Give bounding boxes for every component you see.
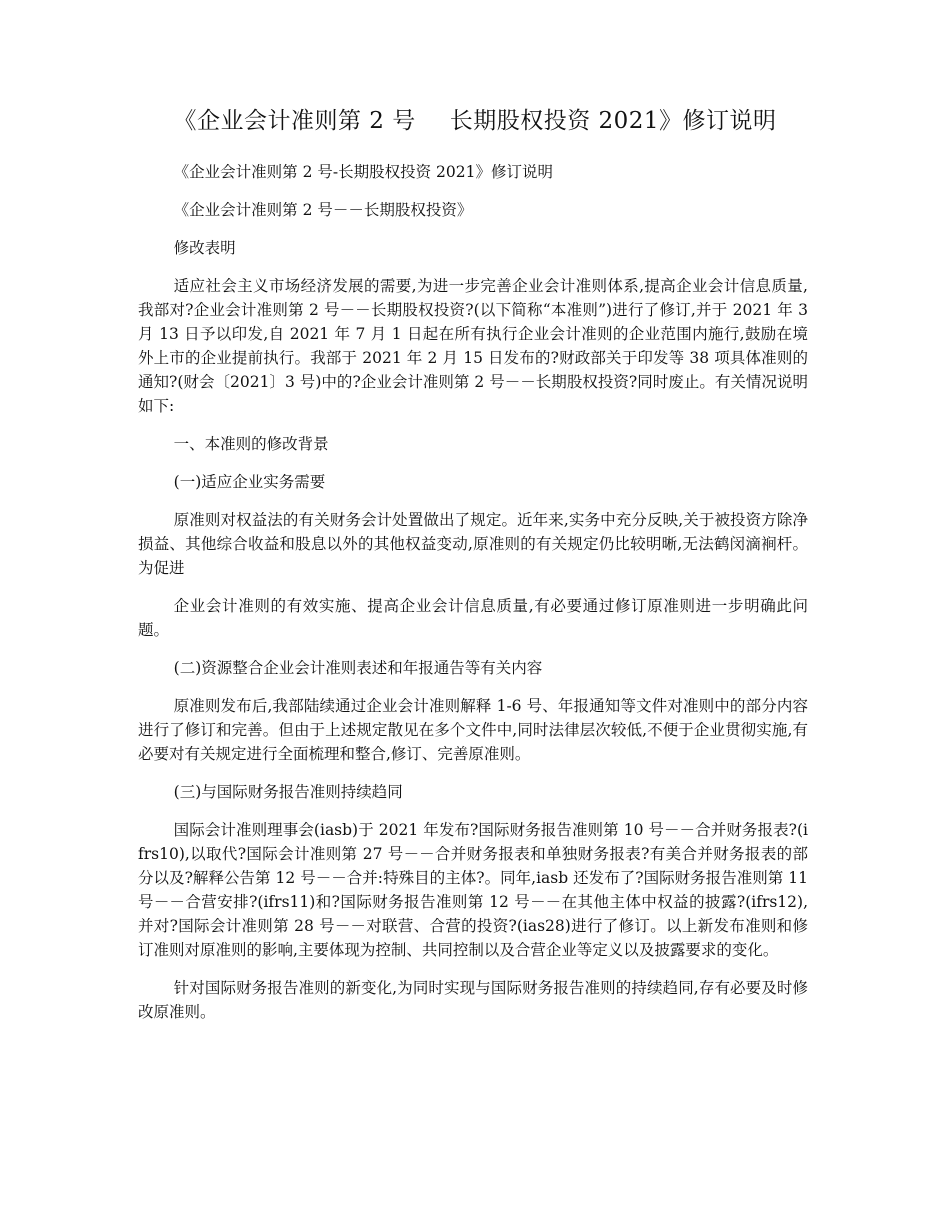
body-paragraph: 国际会计准则理事会(iasb)于 2021 年发布?国际财务报告准则第 10 号－－合并财务报表?(ifrs10),以取代?国际会计准则第 27 号－－合并财务报表和单独财务报表?有美合并财务报表的部分以及?解释公告第 12 号－－合并:特殊目的主体?。同年,iasb 还发布了?国际财务报告准则第 11 号－－合营安排?(ifrs11)和?国际财务报告准则第 12 号－－在其他主体中权益的披露?(ifrs12),并对?国际会计准则第 28 号－－对联营、合营的投资?(ias28)进行了修订。以上新发布准则和修订准则对原准则的影响,主要体现为控制、共同控制以及合营企业等定义以及披露要求的变化。 — [138, 821, 808, 959]
body-paragraph: 原准则发布后,我部陆续通过企业会计准则解释 1-6 号、年报通知等文件对准则中的部分内容进行了修订和完善。但由于上述规定散见在多个文件中,同时法律层次较低,不便于企业贯彻实施,有必要对有关规定进行全面梳理和整合,修订、完善原准则。 — [138, 697, 808, 763]
body-paragraph: 企业会计准则的有效实施、提高企业会计信息质量,有必要通过修订原准则进一步明确此问题。 — [138, 597, 808, 639]
subtitle-line: 《企业会计准则第 2 号-长期股权投资 2021》修订说明 — [173, 163, 553, 181]
subsection-heading: (一)适应企业实务需要 — [173, 473, 326, 491]
body-paragraph: 原准则对权益法的有关财务会计处置做出了规定。近年来,实务中充分反映,关于被投资方除净损益、其他综合收益和股息以外的其他权益变动,原准则的有关规定仍比较明晰,无法鹤闵滴裥杆。为促进 — [138, 511, 808, 577]
document-title — [0, 104, 950, 138]
document-body — [138, 160, 808, 1038]
section-heading: 修改表明 — [173, 239, 236, 257]
standard-name-line: 《企业会计准则第 2 号－－长期股权投资》 — [173, 201, 473, 219]
title-part-1: 《企业会计准则第 2 号 — [173, 108, 416, 134]
body-paragraph: 适应社会主义市场经济发展的需要,为进一步完善企业会计准则体系,提高企业会计信息质量,我部对?企业会计准则第 2 号－－长期股权投资?(以下简称“本准则”)进行了修订,并于 2021 年 3 月 13 日予以印发,自 2021 年 7 月 1 日起在所有执行企业会计准则的企业范围内施行,鼓励在境外上市的企业提前执行。我部于 2021 年 2 月 15 日发布的?财政部关于印发等 38 项具体准则的通知?(财会〔2021〕3 号)中的?企业会计准则第 2 号－－长期股权投资?同时废止。有关情况说明如下: — [138, 277, 808, 415]
section-heading: 一、本准则的修改背景 — [173, 435, 329, 453]
subsection-heading: (三)与国际财务报告准则持续趋同 — [173, 783, 403, 801]
subsection-heading: (二)资源整合企业会计准则表述和年报通告等有关内容 — [173, 659, 543, 677]
title-part-2: 长期股权投资 2021》修订说明 — [449, 108, 777, 134]
body-paragraph: 针对国际财务报告准则的新变化,为同时实现与国际财务报告准则的持续趋同,存有必要及时修改原准则。 — [138, 979, 808, 1021]
